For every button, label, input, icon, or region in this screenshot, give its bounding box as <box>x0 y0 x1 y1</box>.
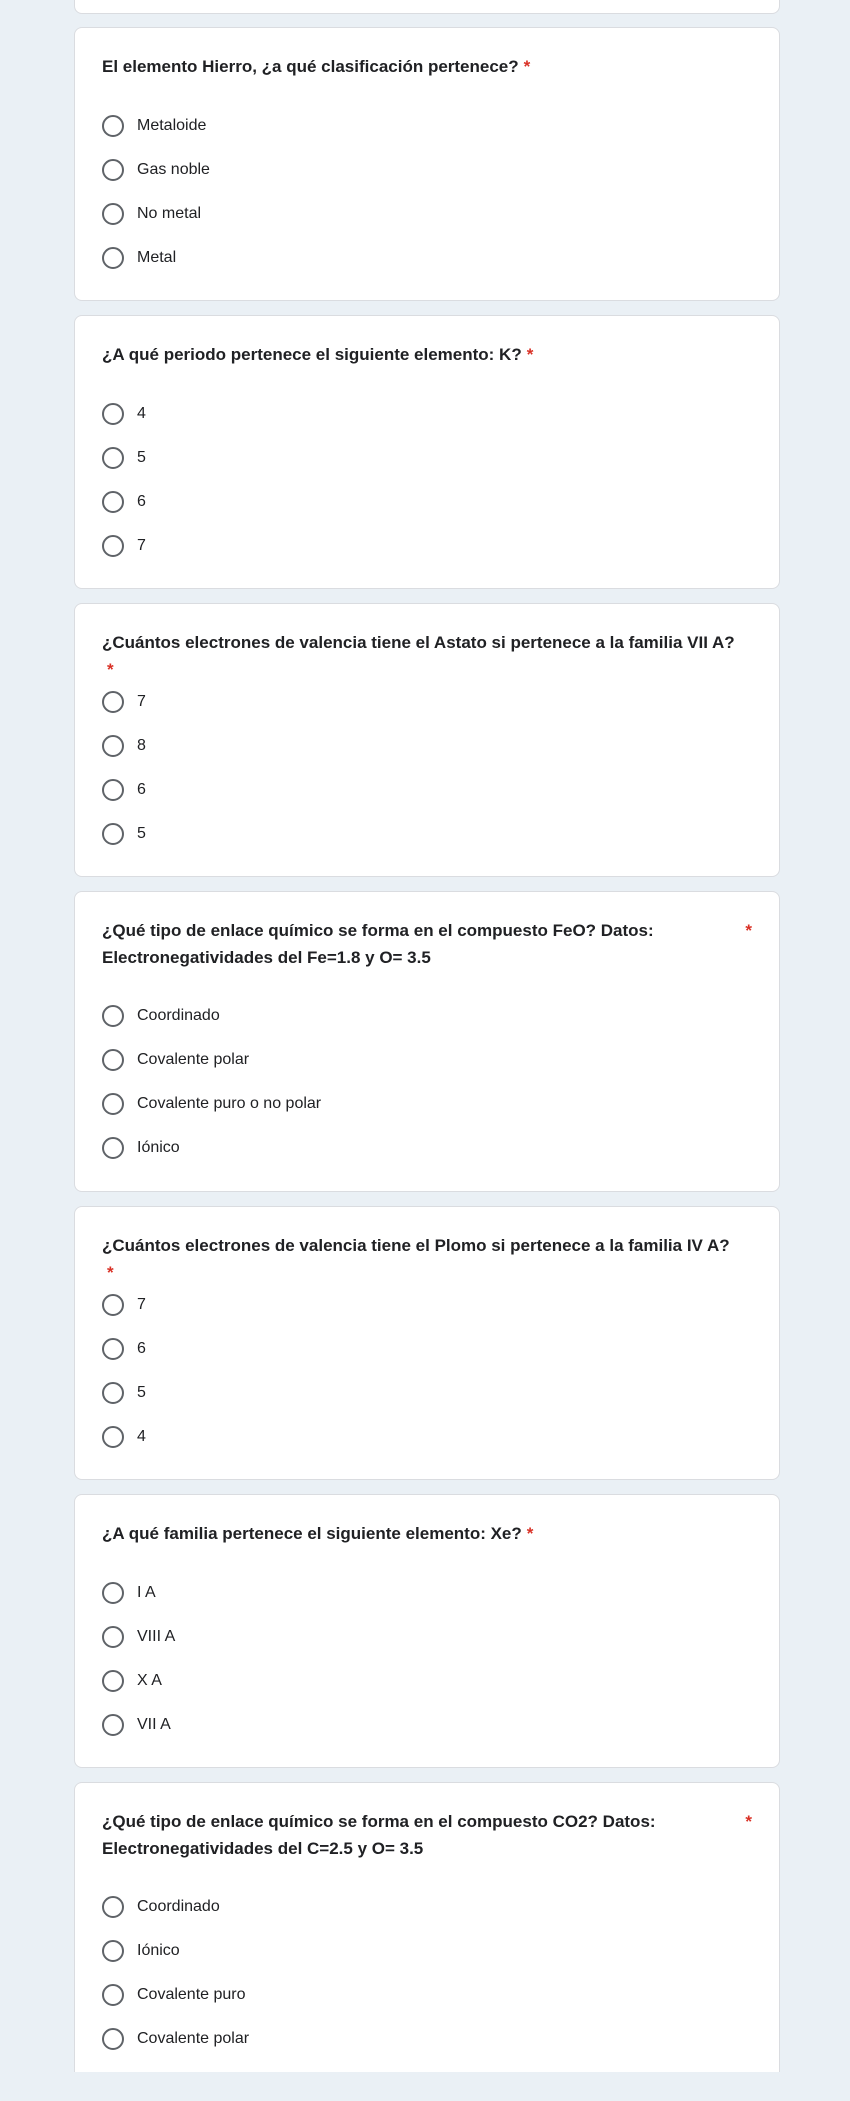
question-title: ¿A qué periodo pertenece el siguiente elemento: K? * <box>102 345 534 364</box>
radio-circle-icon[interactable] <box>102 1093 124 1115</box>
radio-circle-icon[interactable] <box>102 247 124 269</box>
radio-option[interactable]: X A <box>102 1659 175 1703</box>
radio-circle-icon[interactable] <box>102 823 124 845</box>
radio-option[interactable]: VII A <box>102 1703 175 1747</box>
radio-option[interactable]: 7 <box>102 680 146 724</box>
radio-option[interactable]: Coordinado <box>102 994 321 1038</box>
question-card <box>74 603 780 877</box>
previous-question-card <box>74 0 780 14</box>
required-asterisk: * <box>107 660 114 679</box>
radio-circle-icon[interactable] <box>102 691 124 713</box>
radio-circle-icon[interactable] <box>102 1049 124 1071</box>
question-card <box>74 315 780 589</box>
radio-circle-icon[interactable] <box>102 1896 124 1918</box>
radio-option[interactable]: VIII A <box>102 1615 175 1659</box>
radio-option[interactable]: 5 <box>102 812 146 856</box>
required-asterisk: * <box>523 57 531 76</box>
radio-option[interactable]: 6 <box>102 1327 146 1371</box>
radio-circle-icon[interactable] <box>102 1714 124 1736</box>
radio-circle-icon[interactable] <box>102 1626 124 1648</box>
radio-circle-icon[interactable] <box>102 159 124 181</box>
question-title: ¿Cuántos electrones de valencia tiene el Plomo si pertenece a la familia IV A?* <box>102 1236 730 1282</box>
radio-option[interactable]: Covalente puro <box>102 1973 249 2017</box>
radio-option[interactable]: Iónico <box>102 1126 321 1170</box>
radio-circle-icon[interactable] <box>102 2028 124 2050</box>
radio-option[interactable]: 4 <box>102 1415 146 1459</box>
radio-option[interactable]: Iónico <box>102 1929 249 1973</box>
question-title: ¿Qué tipo de enlace químico se forma en el compuesto CO2? Datos: Electronegatividades del C=2.5 y O= 3.5 <box>102 1812 656 1858</box>
radio-option[interactable]: 5 <box>102 1371 146 1415</box>
radio-circle-icon[interactable] <box>102 1984 124 2006</box>
required-asterisk: * <box>526 1524 534 1543</box>
radio-circle-icon[interactable] <box>102 1005 124 1027</box>
radio-option[interactable]: Covalente puro o no polar <box>102 1082 321 1126</box>
radio-circle-icon[interactable] <box>102 1670 124 1692</box>
radio-option[interactable]: 5 <box>102 436 146 480</box>
radio-option[interactable]: Covalente polar <box>102 2017 249 2061</box>
radio-option[interactable]: 4 <box>102 392 146 436</box>
question-card <box>74 1494 780 1768</box>
radio-option[interactable]: Metal <box>102 236 210 280</box>
question-title: ¿Qué tipo de enlace químico se forma en el compuesto FeO? Datos: Electronegatividades del Fe=1.8 y O= 3.5 <box>102 921 654 967</box>
required-asterisk: * <box>745 1812 752 1831</box>
radio-circle-icon[interactable] <box>102 115 124 137</box>
radio-option[interactable]: 7 <box>102 1283 146 1327</box>
radio-option[interactable]: Metaloide <box>102 104 210 148</box>
radio-option[interactable]: Covalente polar <box>102 1038 321 1082</box>
radio-circle-icon[interactable] <box>102 491 124 513</box>
radio-circle-icon[interactable] <box>102 535 124 557</box>
radio-option[interactable]: 7 <box>102 524 146 568</box>
radio-circle-icon[interactable] <box>102 1338 124 1360</box>
question-card <box>74 891 780 1192</box>
radio-circle-icon[interactable] <box>102 1137 124 1159</box>
radio-option[interactable]: I A <box>102 1571 175 1615</box>
radio-circle-icon[interactable] <box>102 403 124 425</box>
radio-option[interactable]: Gas noble <box>102 148 210 192</box>
radio-option[interactable]: 8 <box>102 724 146 768</box>
radio-circle-icon[interactable] <box>102 447 124 469</box>
required-asterisk: * <box>745 921 752 940</box>
radio-circle-icon[interactable] <box>102 1582 124 1604</box>
radio-option[interactable]: No metal <box>102 192 210 236</box>
radio-circle-icon[interactable] <box>102 1426 124 1448</box>
radio-option[interactable]: 6 <box>102 768 146 812</box>
radio-option[interactable]: 6 <box>102 480 146 524</box>
question-card <box>74 1206 780 1480</box>
required-asterisk: * <box>526 345 534 364</box>
question-card <box>74 27 780 301</box>
radio-circle-icon[interactable] <box>102 735 124 757</box>
question-title: El elemento Hierro, ¿a qué clasificación pertenece? * <box>102 57 531 76</box>
question-title: ¿A qué familia pertenece el siguiente elemento: Xe? * <box>102 1524 534 1543</box>
radio-circle-icon[interactable] <box>102 1294 124 1316</box>
question-title: ¿Cuántos electrones de valencia tiene el Astato si pertenece a la familia VII A?* <box>102 633 735 679</box>
radio-circle-icon[interactable] <box>102 203 124 225</box>
required-asterisk: * <box>107 1263 114 1282</box>
question-card <box>74 1782 780 2072</box>
radio-circle-icon[interactable] <box>102 1382 124 1404</box>
radio-circle-icon[interactable] <box>102 779 124 801</box>
radio-option[interactable]: Coordinado <box>102 1885 249 1929</box>
radio-circle-icon[interactable] <box>102 1940 124 1962</box>
